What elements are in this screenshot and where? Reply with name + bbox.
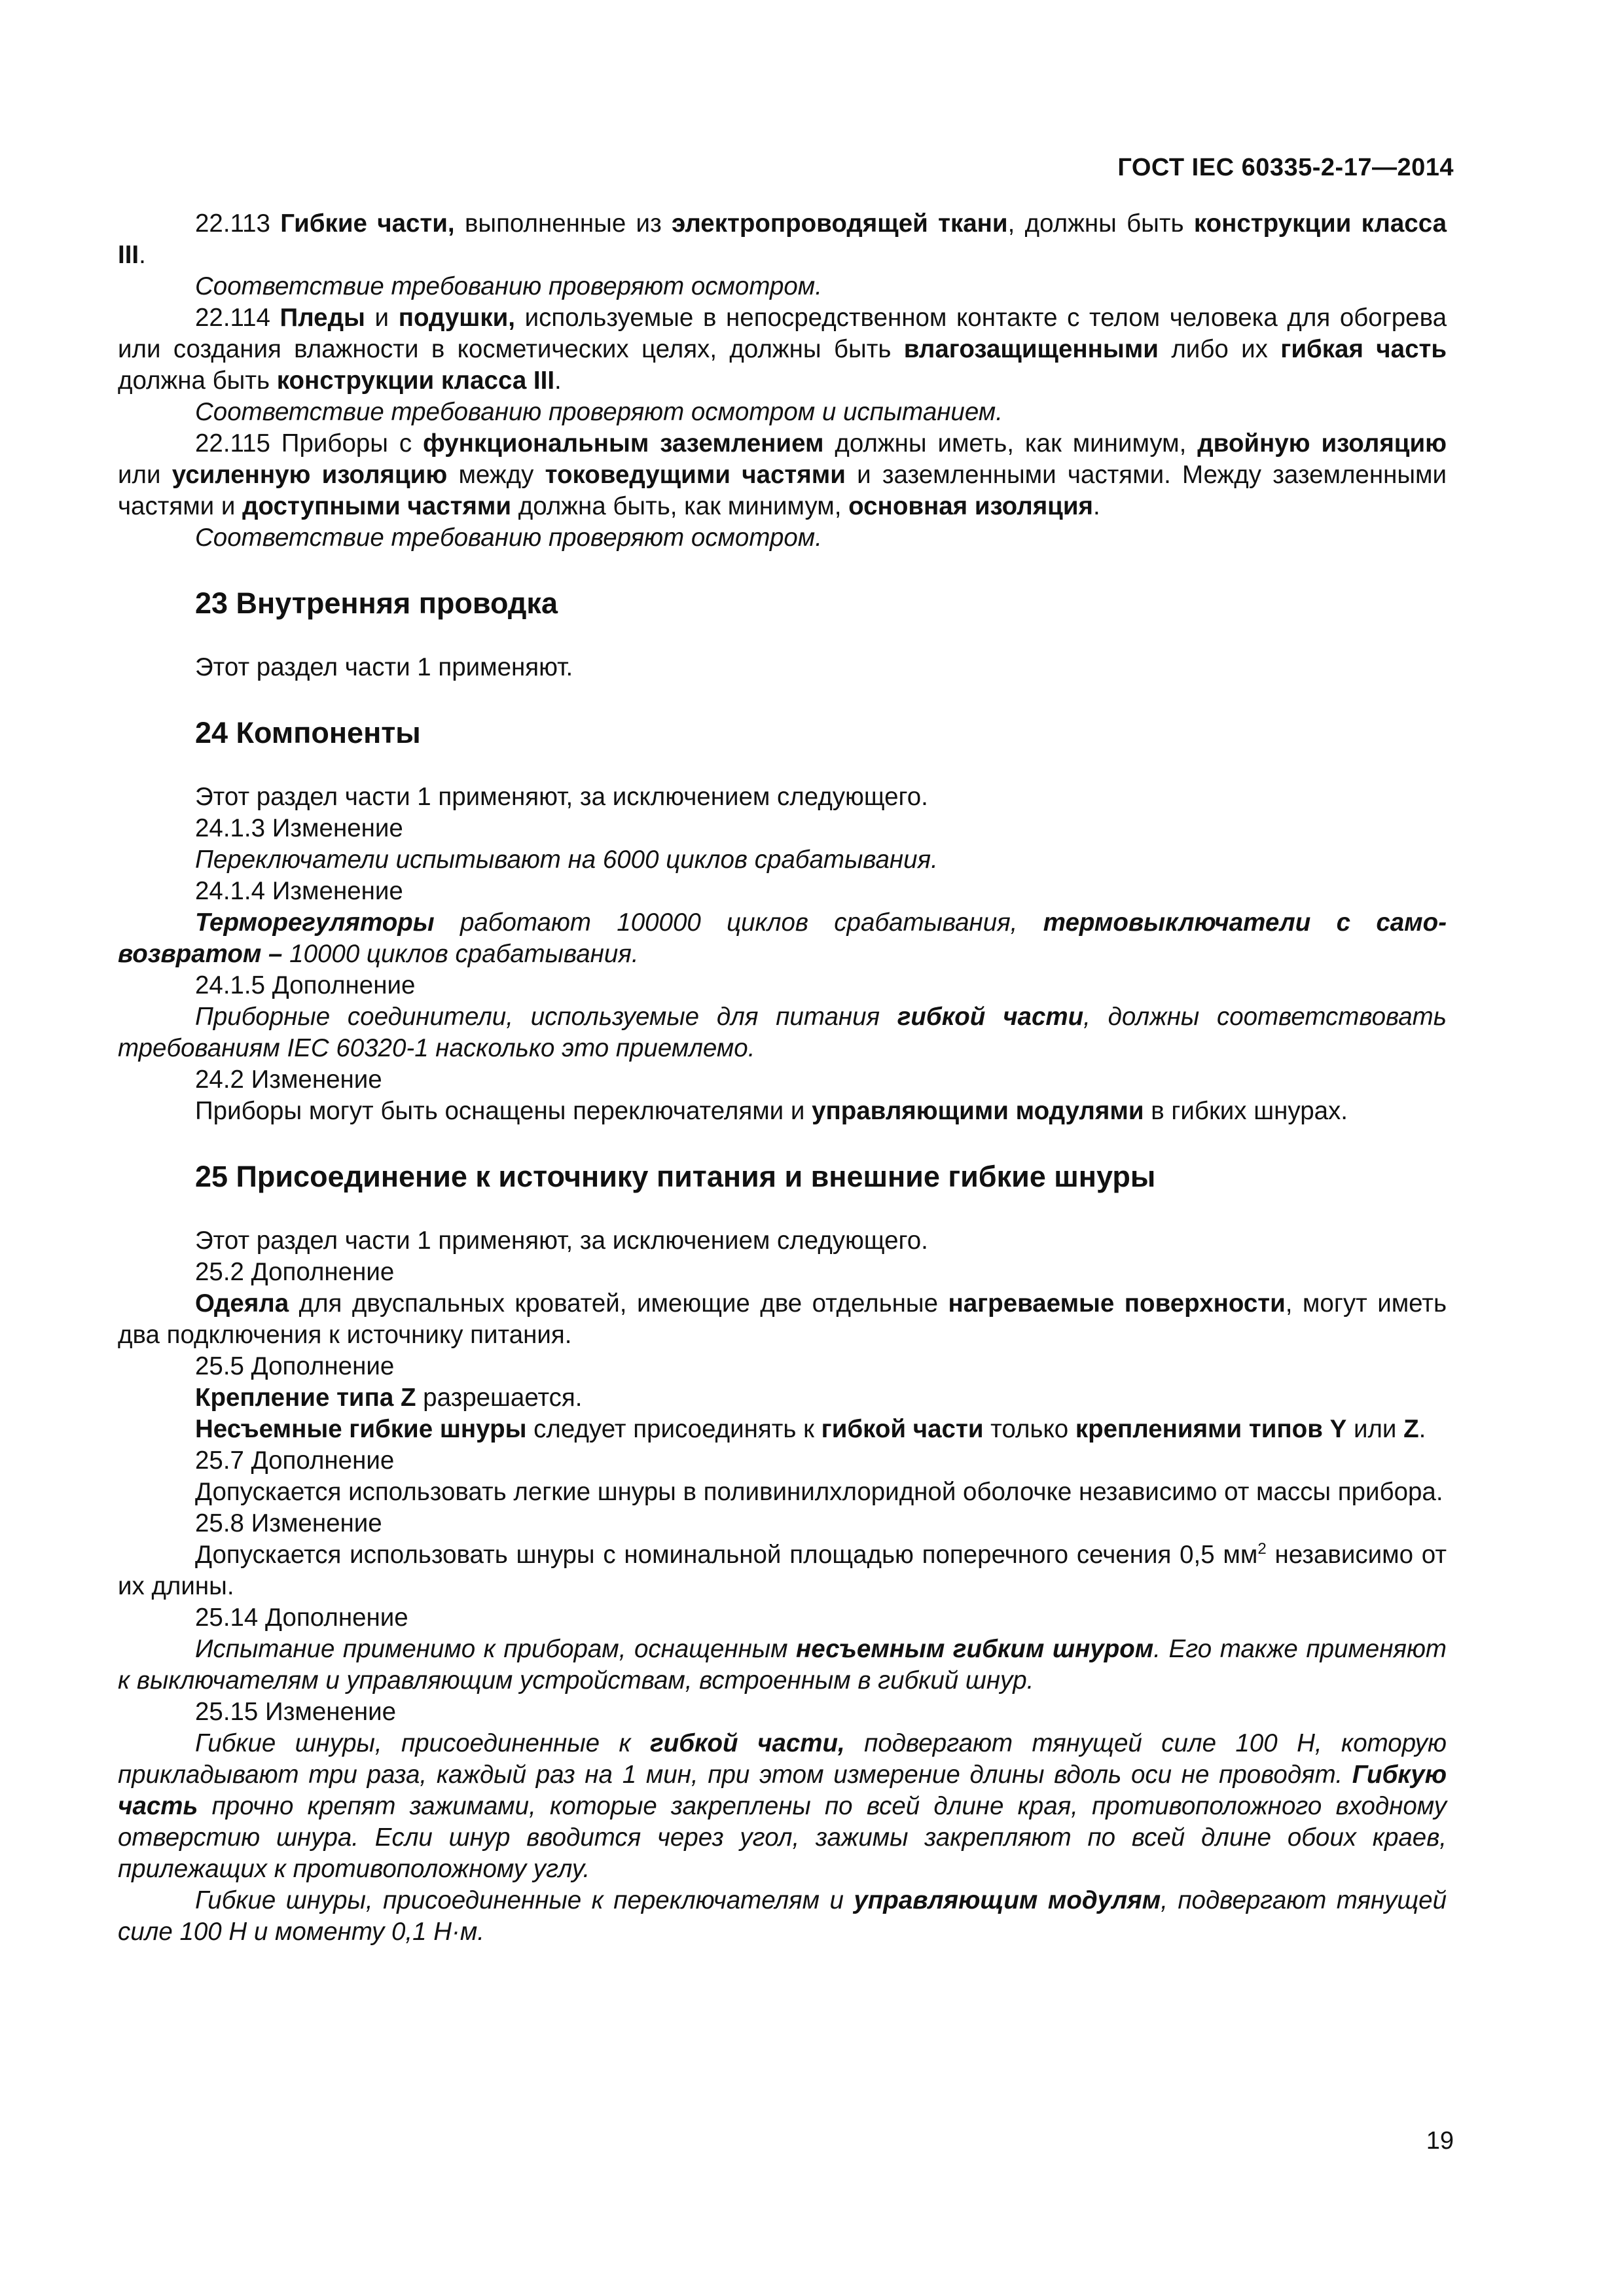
body-paragraph — [118, 428, 1447, 522]
body-paragraph — [118, 1288, 1447, 1351]
term-bold: управляющим модулям — [854, 1886, 1161, 1914]
text-run: , должны быть — [1007, 209, 1194, 238]
term-bold: основная изоляция — [848, 492, 1093, 520]
term-bold: электропроводящей ткани — [672, 209, 1008, 238]
text-run: либо их — [1158, 335, 1281, 363]
text-run: Приборы могут быть оснащены переключателями и — [195, 1097, 812, 1125]
term-bold: токоведущими частями — [545, 461, 846, 489]
term-bold: Пледы — [280, 304, 365, 332]
term-bold: конструкции класса III — [276, 367, 555, 395]
text-run: 10000 циклов срабатывания. — [282, 940, 639, 968]
text-run: должна быть, как минимум, — [511, 492, 849, 520]
section-heading: 23 Внутренняя проводка — [195, 586, 558, 620]
text-run: следует присоединять к — [526, 1415, 821, 1443]
body-paragraph — [118, 1064, 1447, 1096]
body-paragraph — [118, 1414, 1447, 1445]
body-paragraph — [118, 397, 1447, 428]
term-bold: Терморегуляторы — [195, 908, 435, 937]
text-run: Допускается использовать шнуры с номинальной площадью поперечного сечения 0,5 мм — [195, 1541, 1258, 1569]
body-paragraph — [118, 1728, 1447, 1885]
text-run: и — [365, 304, 399, 332]
body-paragraph — [118, 1001, 1447, 1064]
term-bold: несъемным гибким шнуром — [796, 1635, 1154, 1663]
term-bold: двойную изоляцию — [1197, 429, 1447, 457]
term-bold: термовыключатели с самовозвратом – — [118, 908, 1447, 968]
body-paragraph — [118, 1445, 1447, 1477]
body-paragraph — [118, 813, 1447, 844]
text-run: должна быть — [118, 367, 277, 395]
text-run: в гибких шнурах. — [1144, 1097, 1348, 1125]
body-paragraph — [118, 1602, 1447, 1634]
text-run: подвергают тянущей силе 100 Н, которую прикладывают три раза, каждый раз на 1 мин, при этом измерение длины вдоль оси не проводят. — [118, 1729, 1447, 1789]
body-paragraph — [118, 271, 1447, 302]
text-run: 22.114 — [195, 304, 280, 332]
document-body — [118, 208, 1447, 1948]
body-paragraph — [118, 1382, 1447, 1414]
text-run: . — [554, 367, 562, 395]
text-run: разрешается. — [416, 1384, 583, 1412]
term-bold: управляющими модулями — [812, 1097, 1144, 1125]
text-run: Соответствие требованию проверяют осмотром. — [195, 272, 822, 300]
body-paragraph — [118, 302, 1447, 397]
body-paragraph — [118, 1096, 1447, 1127]
text-run: или — [1346, 1415, 1404, 1443]
text-run: . — [139, 241, 146, 269]
body-paragraph — [118, 522, 1447, 554]
body-paragraph — [118, 652, 1447, 683]
term-bold: Несъемные гибкие шнуры — [195, 1415, 527, 1443]
body-paragraph — [118, 844, 1447, 876]
text-run: 25.15 Изменение — [195, 1698, 397, 1726]
body-paragraph — [118, 907, 1447, 970]
text-run: 24.1.5 Дополнение — [195, 971, 416, 999]
text-run: должны иметь, как минимум, — [823, 429, 1198, 457]
superscript: 2 — [1257, 1540, 1267, 1558]
body-paragraph — [118, 1696, 1447, 1728]
text-run: Соответствие требованию проверяют осмотром. — [195, 524, 822, 552]
text-run: , должны соответствовать требованиям IEC 60320-1 насколько это приемлемо. — [118, 1003, 1447, 1062]
body-paragraph — [118, 208, 1447, 271]
text-run: 25.5 Дополнение — [195, 1352, 395, 1380]
text-run: . Его также применяют к выключателям и управляющим устройствам, встроенным в гибкий шнур. — [118, 1635, 1447, 1695]
term-bold: гибкой части — [897, 1003, 1084, 1031]
text-run: Этот раздел части 1 применяют, за исключением следующего. — [195, 1227, 928, 1255]
text-run: Этот раздел части 1 применяют. — [195, 653, 573, 681]
text-run: . — [1418, 1415, 1426, 1443]
text-run: 22.115 Приборы с — [195, 429, 423, 457]
text-run: для двуспальных кроватей, имеющие две отдельные — [289, 1289, 948, 1318]
term-bold: подушки, — [398, 304, 515, 332]
term-bold: Гибкие части, — [280, 209, 455, 238]
term-bold: гибкой части, — [650, 1729, 845, 1757]
text-run: выполненные из — [454, 209, 672, 238]
text-run: используемые в непосредственном контакте с телом человека для обогрева или создания влажности в косметических целях, должны быть — [118, 304, 1447, 363]
body-paragraph — [118, 876, 1447, 907]
term-bold: гибкой части — [821, 1415, 984, 1443]
text-run: 22.113 — [195, 209, 281, 238]
body-paragraph — [118, 1257, 1447, 1288]
term-bold: креплениями типов Y — [1075, 1415, 1347, 1443]
text-run: Допускается использовать легкие шнуры в поливинилхлоридной оболочке независимо от массы прибора. — [195, 1478, 1443, 1506]
term-bold: Одеяла — [195, 1289, 289, 1318]
text-run: 24.1.3 Изменение — [195, 814, 403, 842]
text-run: Переключатели испытывают на 6000 циклов срабатывания. — [195, 846, 938, 874]
body-paragraph — [118, 781, 1447, 813]
text-run: 25.14 Дополнение — [195, 1604, 408, 1632]
term-bold: функциональным заземлением — [423, 429, 824, 457]
text-run: Соответствие требованию проверяют осмотром и испытанием. — [195, 398, 1003, 426]
body-paragraph — [118, 970, 1447, 1001]
text-run: или — [118, 461, 172, 489]
text-run: . — [1092, 492, 1100, 520]
section-heading: 25 Присоединение к источнику питания и внешние гибкие шнуры — [195, 1160, 1156, 1193]
body-paragraph — [118, 1508, 1447, 1539]
body-paragraph — [118, 1351, 1447, 1382]
text-run: 25.2 Дополнение — [195, 1258, 395, 1286]
term-bold: нагреваемые поверхности — [948, 1289, 1286, 1318]
text-run: Гибкие шнуры, присоединенные к переключателям и — [195, 1886, 854, 1914]
text-run: Испытание применимо к приборам, оснащенным — [195, 1635, 797, 1663]
text-run: Приборные соединители, используемые для питания — [195, 1003, 897, 1031]
term-bold: гибкая часть — [1280, 335, 1447, 363]
text-run: Этот раздел части 1 применяют, за исключением следующего. — [195, 783, 928, 811]
text-run: между — [447, 461, 545, 489]
term-bold: Крепление типа Z — [195, 1384, 416, 1412]
term-bold: доступными частями — [242, 492, 512, 520]
body-paragraph — [118, 1225, 1447, 1257]
text-run: Гибкие шнуры, присоединенные к — [195, 1729, 651, 1757]
term-bold: конструкции класса III — [118, 209, 1447, 269]
term-bold: Z — [1403, 1415, 1419, 1443]
page-number: 19 — [1426, 2127, 1454, 2155]
section-heading: 24 Компоненты — [195, 716, 421, 749]
text-run: работают 100000 циклов срабатывания, — [434, 908, 1043, 937]
text-run: независимо от их длины. — [118, 1541, 1447, 1600]
text-run: 25.8 Изменение — [195, 1509, 382, 1537]
term-bold: влагозащищенными — [903, 335, 1159, 363]
text-run: 24.1.4 Изменение — [195, 877, 403, 905]
page-header-standard-code: ГОСТ IEC 60335-2-17—2014 — [1117, 154, 1454, 181]
term-bold: усиленную изоляцию — [171, 461, 448, 489]
text-run: и заземленными частями. Между заземленными частями и — [118, 461, 1447, 520]
text-run: 25.7 Дополнение — [195, 1446, 395, 1475]
body-paragraph — [118, 1539, 1447, 1602]
body-paragraph — [118, 1634, 1447, 1696]
body-paragraph — [118, 1477, 1447, 1508]
text-run: 24.2 Изменение — [195, 1066, 382, 1094]
text-run: прочно крепят зажимами, которые закреплены по всей длине края, противоположного входному отверстию шнура. Если шнур вводится через угол, зажимы закрепляют по всей длине обоих краев, прилежащих к противоположному углу. — [118, 1792, 1447, 1883]
text-run: , подвергают тянущей силе 100 Н и моменту 0,1 Н·м. — [118, 1886, 1447, 1946]
term-bold: Гибкую часть — [118, 1761, 1447, 1820]
text-run: только — [983, 1415, 1075, 1443]
text-run: , могут иметь два подключения к источнику питания. — [118, 1289, 1447, 1349]
body-paragraph — [118, 1885, 1447, 1948]
